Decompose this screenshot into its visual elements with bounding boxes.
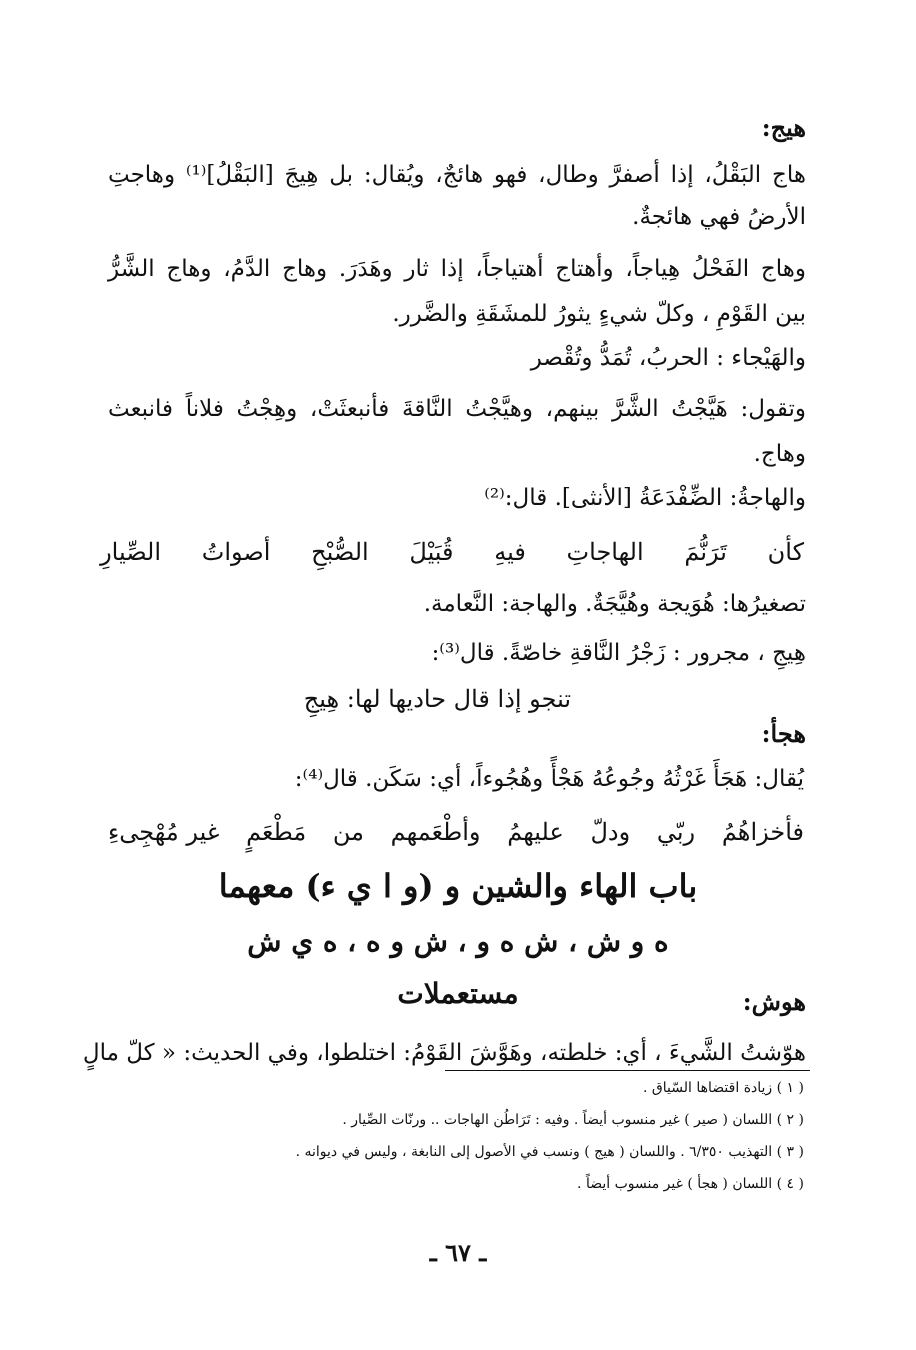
verse-word: الهاجاتِ [566,538,644,566]
text-line: هوّشتُ الشَّيءَ ، أي: خلطته، وهَوَّشَ القَوْمُ: اختلطوا، وفي الحديث: « كلّ مالٍ [82,1040,806,1066]
verse-word: كأن [767,538,804,566]
chapter-subtitle: ه و ش ، ش ه و ، ش و ه ، ه ي ش [247,925,669,958]
page-number: ـ ٦٧ ـ [429,1238,487,1267]
verse-word: غير مُهْجِىءِ [108,818,220,846]
footnote-1: ( ١ ) زيادة اقتضاها السّياق . [643,1080,804,1096]
text-line: والهَيْجاء : الحربُ، تُمَدُّ وتُقْصر [530,345,806,371]
verse-word: عليهمُ [507,818,564,846]
entry-heading-hja: هجأ: [761,719,806,748]
text-line: بين القَوْمِ ، وكلّ شيءٍ يثورُ للمشَقَةِ والضَّرر. [392,301,806,327]
verse-word: الصِّيارِ [100,538,162,566]
text-line: والهاجةُ: الضِّفْدَعَةُ [الأنثى]. قال:⁽²⁾ [484,485,806,511]
text-line: تصغيرُها: هُوَيجة وهُيَّجَةٌ. والهاجة: النَّعامة. [423,591,806,617]
verse-word: قُبَيْلَ [409,538,454,566]
poem-hemistich: تنجو إذا قال حاديها لها: هِيجِ [303,685,571,713]
verse-word: من [332,818,364,846]
verse-word: فيهِ [494,538,526,566]
verse-word: تَرَنُّمَ [684,538,727,566]
verse-word: مَطْعَمٍ [246,818,307,846]
section-label: مستعملات [397,977,519,1010]
text-line: وهاج. [753,441,806,467]
poem-verse-2 [108,818,804,846]
entry-heading-hwsh: هوش: [742,987,806,1016]
footnote-2: ( ٢ ) اللسان ( صير ) غير منسوب أيضاً . وفيه : تَرَاطُن الهاجات .. ورنّات الصِّيار . [342,1112,804,1128]
entry-heading-hyj: هيج: [761,113,806,142]
text-line: وهاج الفَحْلُ هِياجاً، وأهتاج أهتياجاً، إذا ثار وهَدَرَ. وهاج الدَّمُ، وهاج الشَّرُّ [108,256,806,282]
poem-verse-1 [100,538,804,566]
footnote-3: ( ٣ ) التهذيب ٦/٣٥٠ . واللسان ( هيج ) ونسب في الأصول إلى النابغة ، وليس في ديوانه . [295,1144,804,1160]
verse-word: الصُّبْحِ [311,538,369,566]
text-line: يُقال: هَجَأَ غَرْثُهُ وجُوعُهُ هَجْأً وهُجُوءاً، أي: سَكَن. قال⁽⁴⁾: [294,766,804,792]
text-line: الأرضُ فهي هائجةٌ. [632,204,806,230]
text-line: وتقول: هَيَّجْتُ الشَّرَّ بينهم، وهيَّجْتُ النَّاقةَ فأنبعثَتْ، وهِجْتُ فلاناً فانبعث [108,396,806,422]
text-line: هِيجِ ، مجرور : زَجْرُ النَّاقةِ خاصّةً. قال⁽³⁾: [431,640,806,666]
verse-word: ربّي [656,818,696,846]
verse-word: ودلّ [590,818,631,846]
verse-word: فأخزاهُمُ [721,818,804,846]
footnote-4: ( ٤ ) اللسان ( هجأ ) غير منسوب أيضاً . [577,1176,804,1192]
verse-word: أصواتُ [201,538,271,566]
chapter-title: باب الهاء والشين و (و ا ي ء) معهما [218,867,698,905]
footnote-divider [445,1070,810,1071]
verse-word: وأطْعَمهم [390,818,481,846]
text-line: هاج البَقْلُ، إذا أصفرَّ وطال، فهو هائجٌ، ويُقال: بل هِيجَ [البَقْلُ]⁽¹⁾ وهاجتِ [108,162,806,188]
